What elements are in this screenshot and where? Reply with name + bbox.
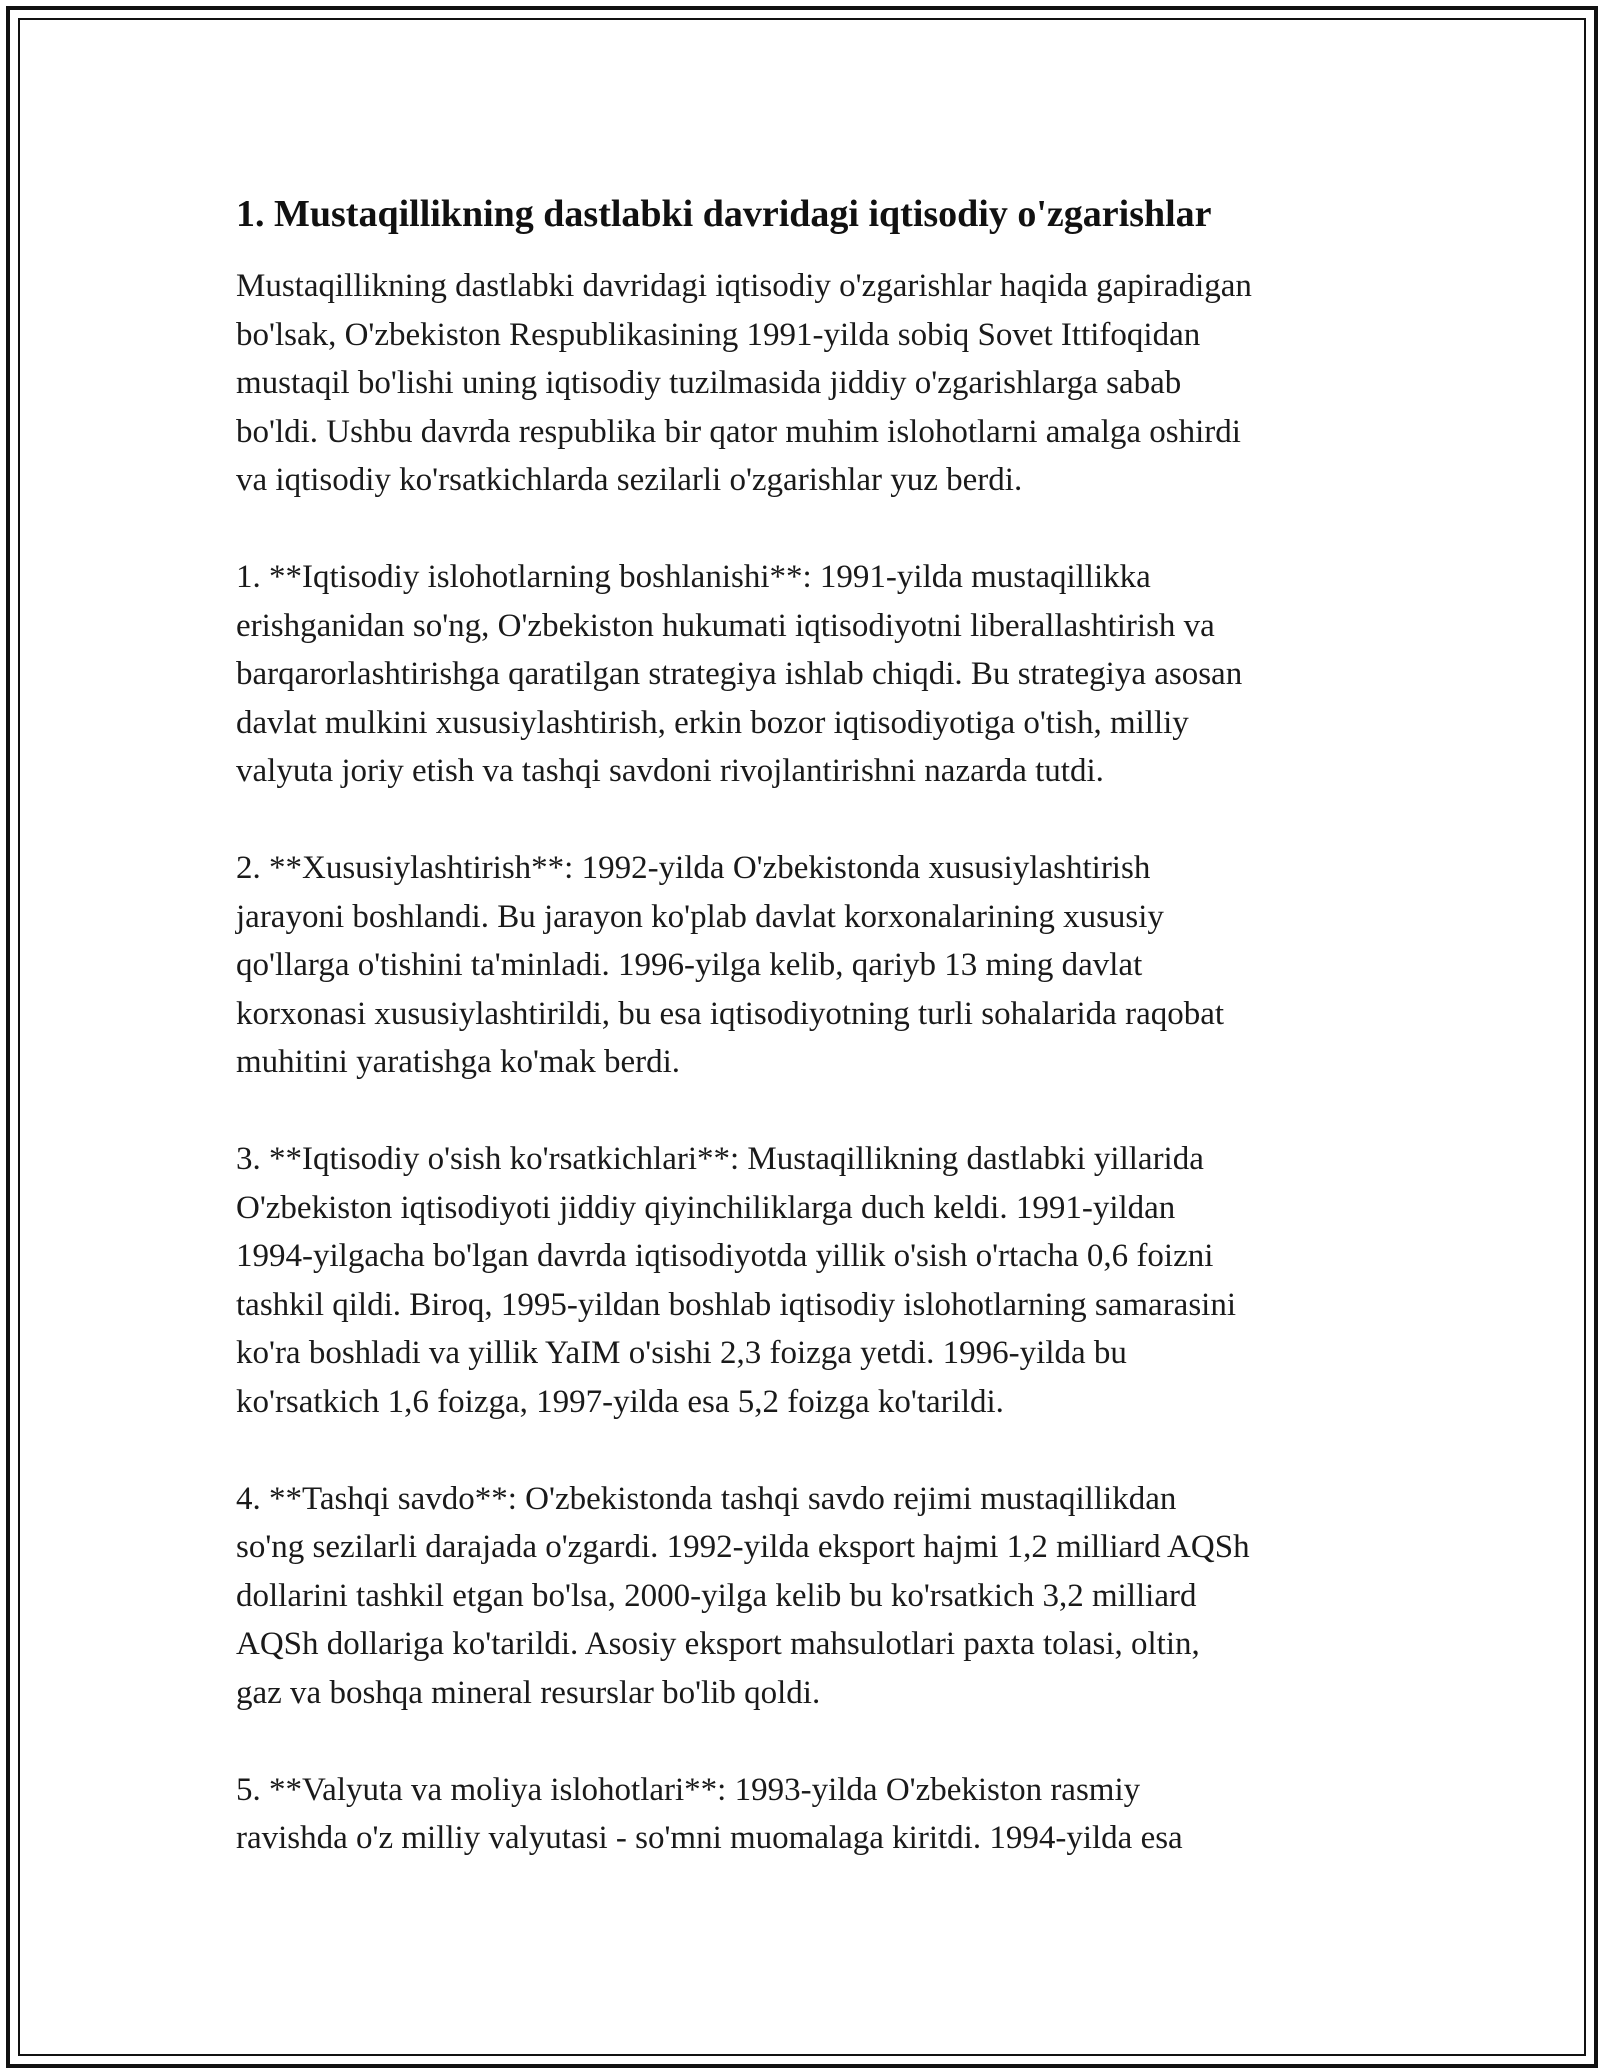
section-heading: 1. Mustaqillikning dastlabki davridagi iqtisodiy o'zgarishlar [236,193,1212,235]
paragraph-line: bo'ldi. Ushbu davrda respublika bir qator muhim islohotlarni amalga oshirdi [236,413,1241,450]
paragraph-2 [236,553,1376,796]
document-body [236,186,1376,1911]
paragraph-line: 1994-yilgacha bo'lgan davrda iqtisodiyotda yillik o'sish o'rtacha 0,6 foizni [236,1238,1214,1274]
paragraph-4 [236,1135,1376,1426]
paragraph-5 [236,1475,1376,1718]
paragraph-line: dollarini tashkil etgan bo'lsa, 2000-yilga kelib bu ko'rsatkich 3,2 milliard [236,1577,1197,1614]
paragraph-line: jarayoni boshlandi. Bu jarayon ko'plab davlat korxonalarining xususiy [236,898,1164,935]
paragraph-line: qo'llarga o'tishini ta'minladi. 1996-yilga kelib, qariyb 13 ming davlat [236,947,1143,983]
paragraph-line: AQSh dollariga ko'tarildi. Asosiy eksport mahsulotlari paxta tolasi, oltin, [236,1626,1200,1662]
paragraph-line: gaz va boshqa mineral resurslar bo'lib qoldi. [236,1674,821,1711]
paragraph-line: 3. **Iqtisodiy o'sish ko'rsatkichlari**: Mustaqillikning dastlabki yillarida [236,1141,1204,1177]
paragraph-line: korxonasi xususiylashtirildi, bu esa iqtisodiyotning turli sohalarida raqobat [236,995,1225,1032]
paragraph-line: 1. **Iqtisodiy islohotlarning boshlanishi**: 1991-yilda mustaqillikka [236,559,1151,595]
paragraph-line: 4. **Tashqi savdo**: O'zbekistonda tashqi savdo rejimi mustaqillikdan [236,1480,1177,1517]
paragraph-line: valyuta joriy etish va tashqi savdoni rivojlantirishni nazarda tutdi. [236,753,1104,789]
paragraph-line: mustaqil bo'lishi uning iqtisodiy tuzilmasida jiddiy o'zgarishlarga sabab [236,365,1182,401]
paragraph-list [236,262,1376,1863]
paragraph-line: ko'ra boshladi va yillik YaIM o'sishi 2,3 foizga yetdi. 1996-yilda bu [236,1335,1127,1371]
paragraph-line: O'zbekiston iqtisodiyoti jiddiy qiyinchiliklarga duch keldi. 1991-yildan [236,1189,1176,1226]
paragraph-line: ko'rsatkich 1,6 foizga, 1997-yilda esa 5,2 foizga ko'tarildi. [236,1383,1004,1420]
paragraph-line: davlat mulkini xususiylashtirish, erkin bozor iqtisodiyotiga o'tish, milliy [236,704,1189,741]
paragraph-line: va iqtisodiy ko'rsatkichlarda sezilarli o'zgarishlar yuz berdi. [236,462,1023,498]
paragraph-line: barqarorlashtirishga qaratilgan strategiya ishlab chiqdi. Bu strategiya asosan [236,656,1243,692]
paragraph-line: ravishda o'z milliy valyutasi - so'mni muomalaga kiritdi. 1994-yilda esa [236,1820,1183,1856]
paragraph-line: 5. **Valyuta va moliya islohotlari**: 1993-yilda O'zbekiston rasmiy [236,1771,1141,1808]
paragraph-1 [236,262,1376,505]
paragraph-line: Mustaqillikning dastlabki davridagi iqtisodiy o'zgarishlar haqida gapiradigan [236,268,1252,304]
paragraph-line: erishganidan so'ng, O'zbekiston hukumati iqtisodiyotni liberallashtirish va [236,607,1215,644]
paragraph-3 [236,844,1376,1087]
paragraph-line: bo'lsak, O'zbekiston Respublikasining 1991-yilda sobiq Sovet Ittifoqidan [236,316,1201,353]
paragraph-line: so'ng sezilarli darajada o'zgardi. 1992-yilda eksport hajmi 1,2 milliard AQSh [236,1529,1250,1565]
paragraph-line: muhitini yaratishga ko'mak berdi. [236,1044,681,1080]
paragraph-line: tashkil qildi. Biroq, 1995-yildan boshlab iqtisodiy islohotlarning samarasini [236,1286,1237,1323]
paragraph-6 [236,1766,1376,1863]
paragraph-line: 2. **Xususiylashtirish**: 1992-yilda O'zbekistonda xususiylashtirish [236,850,1151,886]
